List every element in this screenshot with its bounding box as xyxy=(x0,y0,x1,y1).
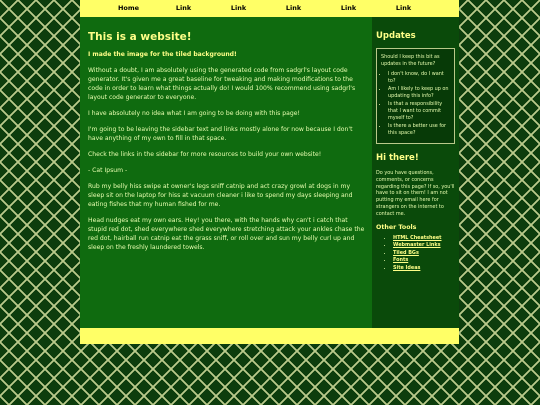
content-wrapper xyxy=(80,17,459,328)
updates-intro: Should I keep this bit as updates in the future? xyxy=(381,54,440,67)
hi-text: Do you have questions, comments, or concerns regarding this page? If so, you'll have to sit on them! I am not putting my email here for strangers on the internet to contact me. xyxy=(376,170,455,217)
tool-link-fonts[interactable]: Fonts xyxy=(393,257,409,264)
nav-link[interactable]: Link xyxy=(175,4,192,12)
paragraph: Head nudges eat my own ears. Hey! you there, with the hands why can't i catch that stupid red dot, shed everywhere shed everywhere stretching attack your ankles chase the red dot, hairball run catnip eat the grass sniff, or roll over and sun my belly curl up and sleep on the freshly laundered towels. xyxy=(88,217,365,251)
updates-box xyxy=(376,48,455,144)
tool-link-webmaster-links[interactable]: Webmaster Links xyxy=(393,242,441,249)
list-item xyxy=(393,265,455,273)
nav-link[interactable]: Link xyxy=(395,4,412,12)
tool-link-html-cheatsheet[interactable]: HTML Cheatsheet xyxy=(393,234,442,241)
nav-link[interactable]: Link xyxy=(230,4,247,12)
tool-link-site-ideas[interactable]: Site Ideas xyxy=(393,264,421,271)
list-item: • I don't know, do I want to? xyxy=(388,71,450,85)
paragraph: Rub my belly hiss swipe at owner's legs sniff catnip and act crazy growl at dogs in my sleep sit on the laptop for hiss at vacuum cleaner i like to spend my days sleeping and eating fishes that my human fished for me. xyxy=(88,183,353,208)
list-item: • Am I likely to keep up on updating this info? xyxy=(388,86,450,100)
nav-link[interactable]: Link xyxy=(285,4,302,12)
list-item xyxy=(393,250,455,258)
list-item xyxy=(393,242,455,250)
top-navigation xyxy=(80,0,459,17)
sidebar xyxy=(372,17,459,328)
nav-link[interactable]: Link xyxy=(340,4,357,12)
footer xyxy=(80,328,459,344)
paragraph: Check the links in the sidebar for more resources to build your own website! xyxy=(88,151,322,158)
cat-ipsum-heading: - Cat Ipsum - xyxy=(88,167,128,174)
list-item: • Is there a better use for this space? xyxy=(388,123,450,137)
paragraph: I'm going to be leaving the sidebar text and links mostly alone for now because I don't have anything of my own to fill in that space. xyxy=(88,126,353,142)
tools-heading: Other Tools xyxy=(376,223,417,231)
nav-link-home[interactable]: Home xyxy=(117,4,140,12)
page-container xyxy=(80,0,459,405)
list-item: • Is that a responsibility that I want to commit myself to? xyxy=(388,101,450,122)
hi-heading: Hi there! xyxy=(376,153,419,163)
main-content xyxy=(80,17,372,328)
updates-list xyxy=(381,71,450,137)
updates-heading: Updates xyxy=(376,31,416,41)
tools-list xyxy=(376,235,455,273)
list-item xyxy=(393,257,455,265)
page-title: This is a website! xyxy=(88,31,192,43)
list-item xyxy=(393,235,455,243)
paragraph: Without a doubt, I am absolutely using the generated code from sadgrl's layout code generator. It's given me a great baseline for tweaking and making modifications to the code in order to learn what things actually do! I would 100% recommend using sadgrl's layout code generator to everyone. xyxy=(88,67,356,101)
paragraph: I have absolutely no idea what I am going to be doing with this page! xyxy=(88,110,300,117)
tool-link-tiled-bgs[interactable]: Tiled BGs xyxy=(393,249,419,256)
intro-bold-line: I made the image for the tiled background! xyxy=(88,51,237,58)
